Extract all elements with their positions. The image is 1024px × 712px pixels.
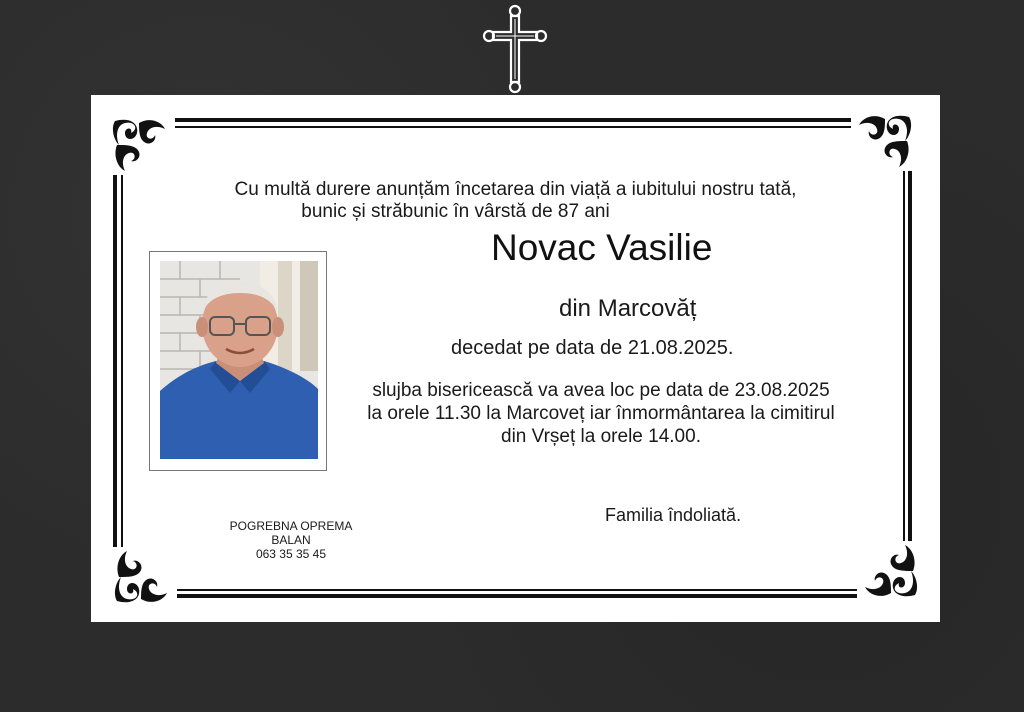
death-date-line: decedat pe data de 21.08.2025. bbox=[451, 337, 734, 359]
funeral-home-line-1: POGREBNA OPREMA bbox=[229, 519, 353, 533]
funeral-home-info bbox=[211, 519, 371, 561]
origin-place: din Marcovăț bbox=[559, 295, 697, 322]
funeral-home-phone: 063 35 35 45 bbox=[255, 547, 327, 561]
obituary-card bbox=[91, 95, 940, 622]
service-line-1: slujba bisericească va avea loc pe data de 23.08.2025 bbox=[372, 380, 830, 401]
portrait-photo-frame bbox=[149, 251, 327, 471]
service-details bbox=[331, 379, 871, 448]
corner-ornament-bottom-right-icon bbox=[859, 539, 921, 601]
cross-icon bbox=[481, 2, 549, 94]
funeral-home-line-2: BALAN bbox=[271, 533, 311, 547]
intro-line-2: bunic și străbunic în vârstă de 87 ani bbox=[301, 201, 610, 222]
service-line-2: la orele 11.30 la Marcoveț iar înmormântarea la cimitirul bbox=[367, 403, 835, 424]
corner-ornament-bottom-left-icon bbox=[111, 545, 173, 607]
service-line-3: din Vrșeț la orele 14.00. bbox=[501, 426, 701, 447]
corner-ornament-top-right-icon bbox=[853, 111, 915, 173]
family-signature: Familia îndoliată. bbox=[605, 505, 742, 525]
deceased-name: Novac Vasilie bbox=[491, 227, 713, 268]
portrait-photo bbox=[160, 261, 318, 459]
intro-line-1: Cu multă durere anunțăm încetarea din viață a iubitului nostru tată, bbox=[234, 179, 797, 200]
corner-ornament-top-left-icon bbox=[109, 115, 171, 177]
